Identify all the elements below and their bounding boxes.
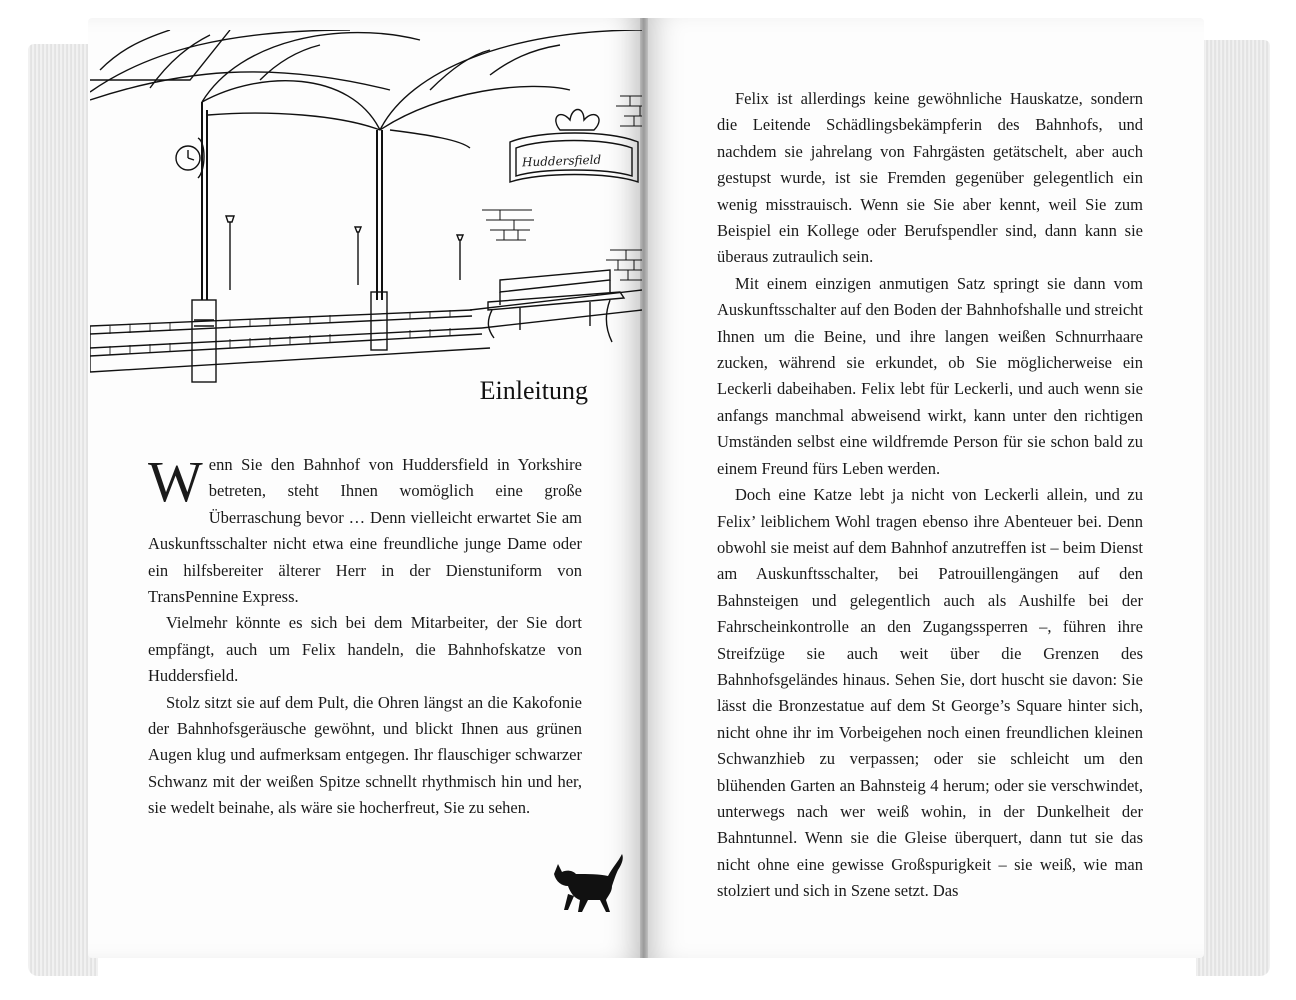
paragraph: Mit einem einzigen anmutigen Satz springt sie dann vom Auskunftsschalter auf den Boden der Bahnhofshalle und streicht Ihnen um die Beine, und ihre langen weißen Schnurrhaare zucken, während sie erkundet, ob Sie möglicherweise ein Leckerli dabeihaben. Felix lebt für Leckerli, und auch wenn sie anfangs manchmal abweisend wirkt, kann unter den richtigen Umständen selbst eine wildfremde Person für sie schon bald zu einem Freund fürs Leben werden. [717,273,1143,478]
chapter-title: Einleitung [479,376,588,405]
paragraph: Felix ist allerdings keine gewöhnliche Hauskatze, sondern die Leitende Schädlingsbekämpferin des Bahnhofs, und nachdem sie jahrelang von Fahrgästen getätschelt, aber auch gestupst wurde, ist sie Fremden gegenüber gelegentlich ein wenig misstrauisch. Wenn sie Sie aber kennt, weil Sie zum Beispiel ein Kollege oder Berufspendler sind, dann kann sie überaus zutraulich sein. [717,89,1143,267]
cat-silhouette-icon [548,852,628,916]
station-illustration [90,30,642,390]
right-page-stack [1196,40,1270,976]
paragraph: Doch eine Katze lebt ja nicht von Leckerli allein, und zu Felix’ leiblichem Wohl tragen ebenso ihre Abenteuer bei. Denn obwohl sie meist auf dem Bahnhof anzutreffen ist – beim Dienst am Auskunftsschalter, bei Patrouillengängen auf den Bahnsteigen und gelegentlich auch als Aushilfe bei der Fahrscheinkontrolle an den Zugangssperren –, führen ihre Streifzüge sie auch weit über die Grenzen des Bahnhofsgeländes hinaus. Sehen Sie, dort huscht sie davon: Sie lässt die Bronzestatue auf dem St George’s Square hinter sich, nicht ohne ihr im Vorbeigehen noch einen freundlichen kleinen Schwanzhieb zu verpassen; oder sie schleicht um den blühenden Garten an Bahnsteig 4 herum; oder sie verschwindet, unterwegs nach wer weiß wohin, in der Dunkelheit der Bahntunnel. Wenn sie die Gleise überquert, dann tut sie das nicht ohne eine gewisse Großspurigkeit – sie weiß, wie man stolziert und sich in Szene setzt. Das [717,485,1143,901]
paragraph [148,449,582,610]
station-sign-text: Huddersfield [521,152,602,170]
drop-cap: W [148,449,203,514]
left-page-text [148,449,582,822]
paragraph-text: enn Sie den Bahnhof von Huddersfield in Yorkshire betreten, steht Ihnen womöglich eine große Überraschung bevor … Denn vielleicht erwartet Sie am Auskunftsschalter nicht etwa eine freundliche junge Dame oder ein hilfsbereiter älterer Herr in der Dienstuniform von TransPennine Express. [148,455,582,607]
right-page-text [717,86,1143,905]
paragraph: Vielmehr könnte es sich bei dem Mitarbeiter, der Sie dort empfängt, auch um Felix handeln, die Bahnhofskatze von Huddersfield. [148,613,582,686]
paragraph: Stolz sitzt sie auf dem Pult, die Ohren längst an die Kakofonie der Bahnhofsgeräusche gewöhnt, und blickt Ihnen aus grünen Augen klug und aufmerksam entgegen. Ihr flauschiger schwarzer Schwanz mit der weißen Spitze schnellt rhythmisch hin und her, sie wedelt beinahe, als wäre sie hocherfreut, Sie zu sehen. [148,692,582,818]
